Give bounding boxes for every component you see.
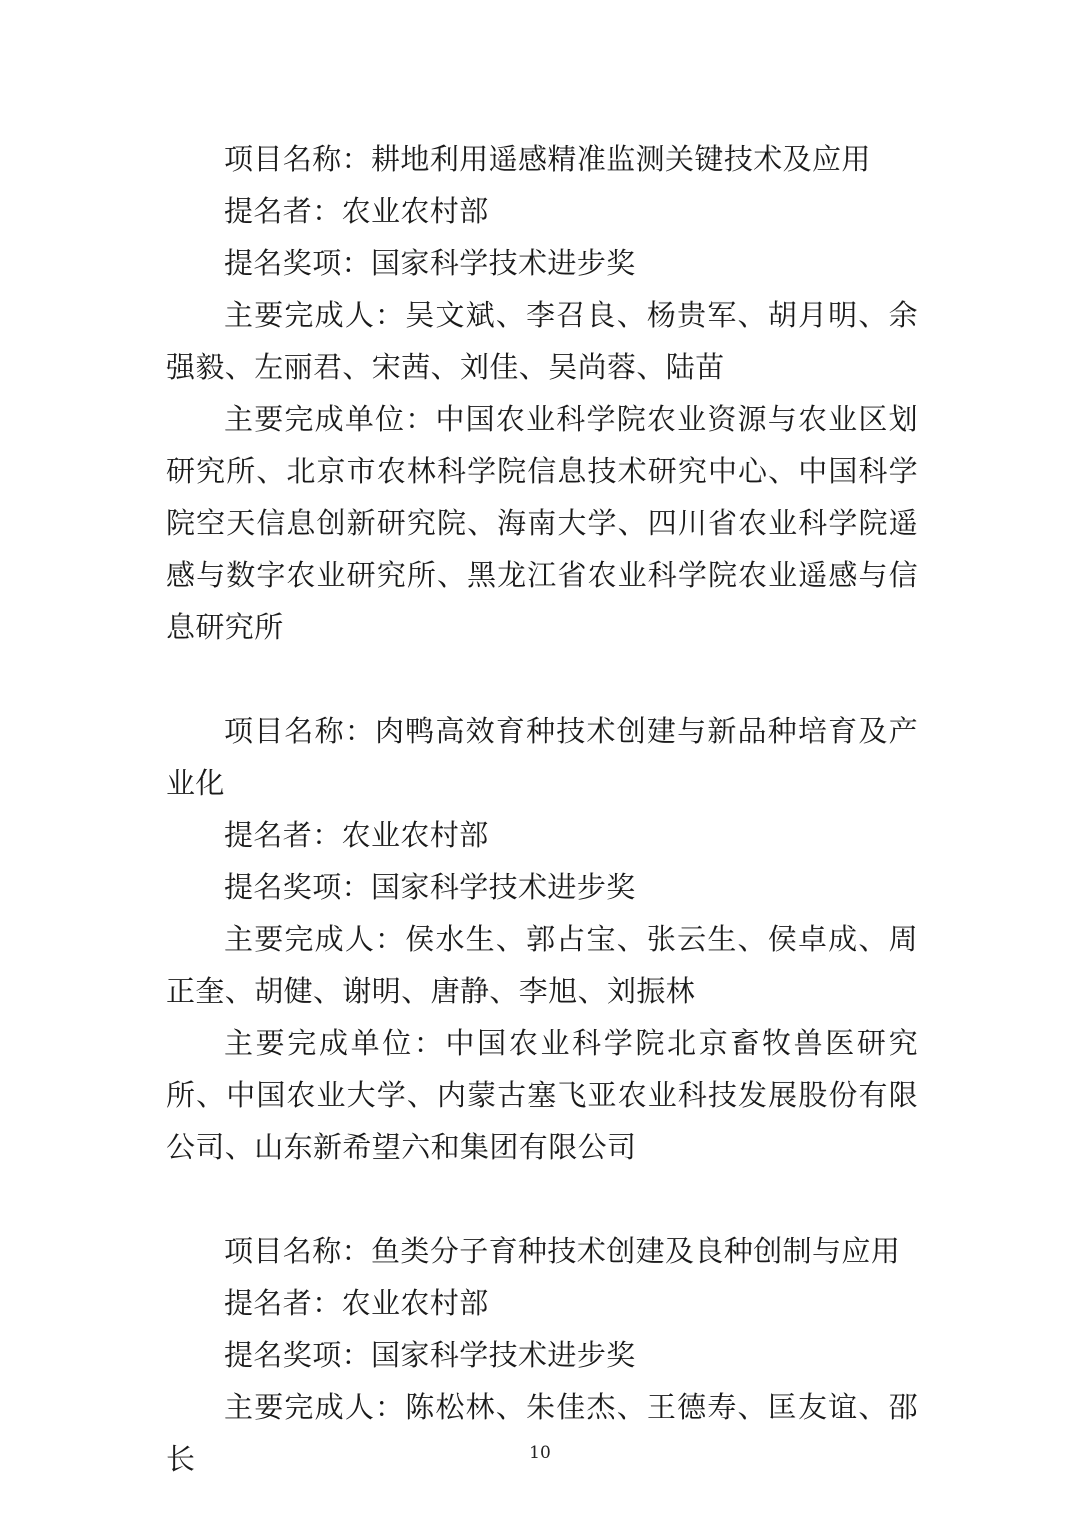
nominator-line xyxy=(166,185,918,237)
project-name-label: 项目名称： xyxy=(224,142,372,176)
persons-label: 主要完成人： xyxy=(224,922,406,956)
award-value: 国家科学技术进步奖 xyxy=(371,870,636,904)
units-line xyxy=(166,393,918,653)
award-line xyxy=(166,1329,918,1381)
project-name-value: 耕地利用遥感精准监测关键技术及应用 xyxy=(371,142,871,176)
nominator-value: 农业农村部 xyxy=(341,818,489,852)
project-name-line xyxy=(166,1225,918,1277)
persons-value: 吴文斌、李召良、杨贵军、胡月明、余强毅、左丽君、宋茜、刘佳、吴尚蓉、陆苗 xyxy=(166,298,918,384)
persons-label: 主要完成人： xyxy=(224,1390,406,1424)
units-value: 中国农业科学院北京畜牧兽医研究所、中国农业大学、内蒙古塞飞亚农业科技发展股份有限公司、山东新希望六和集团有限公司 xyxy=(166,1026,918,1164)
persons-line xyxy=(166,289,918,393)
units-value: 中国农业科学院农业资源与农业区划研究所、北京市农林科学院信息技术研究中心、中国科学院空天信息创新研究院、海南大学、四川省农业科学院遥感与数字农业研究所、黑龙江省农业科学院农业遥感与信息研究所 xyxy=(166,402,918,644)
project-name-value: 肉鸭高效育种技术创建与新品种培育及产业化 xyxy=(166,714,918,800)
project-entry-1 xyxy=(166,133,918,653)
nominator-value: 农业农村部 xyxy=(341,1286,489,1320)
award-label: 提名奖项： xyxy=(224,870,372,904)
persons-value: 侯水生、郭占宝、张云生、侯卓成、周正奎、胡健、谢明、唐静、李旭、刘振林 xyxy=(166,922,918,1008)
persons-label: 主要完成人： xyxy=(224,298,406,332)
award-line xyxy=(166,861,918,913)
document-page xyxy=(166,133,918,1537)
units-label: 主要完成单位： xyxy=(224,402,436,436)
project-name-line xyxy=(166,133,918,185)
nominator-line xyxy=(166,1277,918,1329)
award-line xyxy=(166,237,918,289)
award-label: 提名奖项： xyxy=(224,1338,372,1372)
award-value: 国家科学技术进步奖 xyxy=(371,246,636,280)
project-name-label: 项目名称： xyxy=(224,714,376,748)
persons-value: 陈松林、朱佳杰、王德寿、匡友谊、邵长 xyxy=(166,1390,918,1476)
nominator-label: 提名者： xyxy=(224,1286,342,1320)
persons-line xyxy=(166,913,918,1017)
award-value: 国家科学技术进步奖 xyxy=(371,1338,636,1372)
persons-line xyxy=(166,1381,918,1485)
award-label: 提名奖项： xyxy=(224,246,372,280)
nominator-label: 提名者： xyxy=(224,818,342,852)
page-number: 10 xyxy=(529,1443,551,1463)
nominator-line xyxy=(166,809,918,861)
project-entry-2 xyxy=(166,705,918,1173)
project-name-line xyxy=(166,705,918,809)
project-name-label: 项目名称： xyxy=(224,1234,372,1268)
units-label: 主要完成单位： xyxy=(224,1026,446,1060)
nominator-label: 提名者： xyxy=(224,194,342,228)
nominator-value: 农业农村部 xyxy=(341,194,489,228)
project-name-value: 鱼类分子育种技术创建及良种创制与应用 xyxy=(371,1234,901,1268)
units-line xyxy=(166,1017,918,1173)
